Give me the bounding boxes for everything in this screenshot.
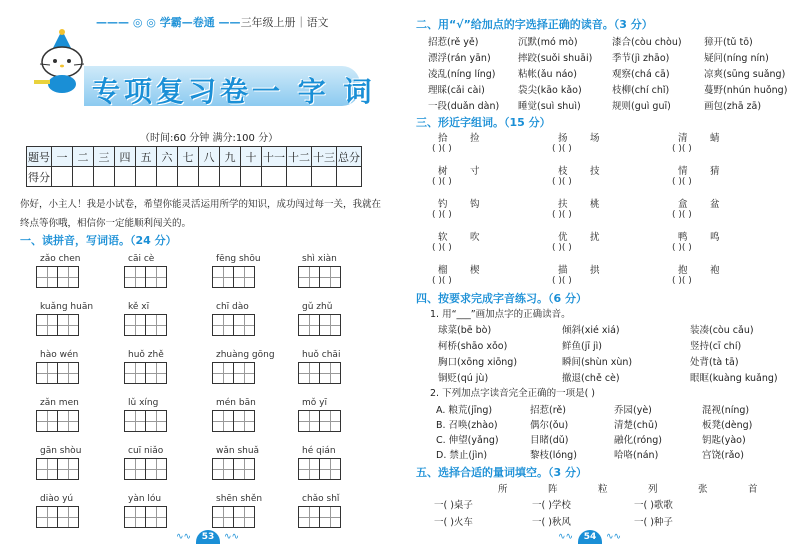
- choice-item: 黎枝(lóng): [530, 450, 577, 461]
- pronunciation-choice[interactable]: 一段(duǎn dàn): [428, 101, 500, 112]
- grid-cell[interactable]: [298, 266, 320, 288]
- writing-grid[interactable]: [212, 506, 254, 528]
- answer-blank[interactable]: ( )( ): [432, 210, 452, 220]
- pronunciation-choice[interactable]: 袋尖(kāo kǎo): [518, 85, 582, 96]
- grid-cell[interactable]: [124, 506, 146, 528]
- page-decoration: ∿∿: [224, 532, 240, 542]
- similar-character: 吹: [470, 232, 480, 243]
- similar-character: 树: [438, 166, 448, 177]
- writing-grid[interactable]: [212, 362, 254, 384]
- pronunciation-item[interactable]: 眼眶(kuàng kuǎng): [690, 373, 778, 384]
- score-col: 十: [241, 147, 262, 167]
- similar-character: 盒: [678, 199, 688, 210]
- grid-cell[interactable]: [145, 506, 167, 528]
- pinyin-label: huǒ zhě: [128, 350, 164, 360]
- section-4-title: 四、按要求完成字音练习。（6 分）: [416, 292, 587, 305]
- choice-item[interactable]: B. 召唤(zhào): [436, 420, 498, 431]
- score-cell[interactable]: [199, 167, 220, 187]
- grid-cell[interactable]: [319, 314, 341, 336]
- exam-info: （时间:60 分钟 满分:100 分）: [140, 133, 279, 144]
- pronunciation-item[interactable]: 倾斜(xié xiá): [562, 325, 620, 336]
- pronunciation-choice[interactable]: 枝柳(chí chǐ): [612, 85, 670, 96]
- writing-grid[interactable]: [124, 266, 166, 288]
- pronunciation-item[interactable]: 处背(tà tā): [690, 357, 739, 368]
- pronunciation-item[interactable]: 胸口(xōng xiōng): [438, 357, 518, 368]
- grid-cell[interactable]: [57, 410, 79, 432]
- grid-cell[interactable]: [124, 458, 146, 480]
- section-2-title: 二、用“√”给加点的字选择正确的读音。（3 分）: [416, 18, 653, 31]
- page-number: 53: [196, 530, 220, 544]
- pinyin-label: kuǎng huān: [40, 302, 94, 312]
- page-decoration: ∿∿: [558, 532, 574, 542]
- pinyin-label: mǒ yī: [302, 398, 327, 408]
- score-col: 二: [73, 147, 94, 167]
- page-decoration: ∿∿: [606, 532, 622, 542]
- grid-cell[interactable]: [36, 410, 58, 432]
- score-row-label: 得分: [27, 167, 52, 187]
- grid-cell[interactable]: [233, 266, 255, 288]
- pinyin-label: wǎn shuǎ: [216, 446, 260, 456]
- similar-character: 枝: [558, 166, 568, 177]
- choice-item: 宫饶(rǎo): [702, 450, 744, 461]
- writing-grid[interactable]: [298, 362, 340, 384]
- similar-character: 袍: [710, 265, 720, 276]
- grid-cell[interactable]: [233, 362, 255, 384]
- similar-character: 拱: [590, 265, 600, 276]
- pinyin-label: zhuàng gōng: [216, 350, 275, 360]
- similar-character: 楔: [470, 265, 480, 276]
- pronunciation-choice[interactable]: 睡觉(suì shuì): [518, 101, 581, 112]
- grid-cell[interactable]: [212, 410, 234, 432]
- score-col: 十一: [262, 147, 287, 167]
- similar-character: 扬: [558, 133, 568, 144]
- answer-blank[interactable]: ( )( ): [432, 243, 452, 253]
- pinyin-label: chǎo shǐ: [302, 494, 340, 504]
- writing-grid[interactable]: [298, 266, 340, 288]
- choice-item[interactable]: A. 粮荒(jīng): [436, 405, 493, 416]
- score-col: 总分: [337, 147, 362, 167]
- similar-character: 情: [678, 166, 688, 177]
- choice-item: 混视(níng): [702, 405, 750, 416]
- pinyin-label: gān shòu: [40, 446, 82, 456]
- writing-grid[interactable]: [212, 458, 254, 480]
- measure-word: 所: [498, 484, 508, 495]
- grid-cell[interactable]: [145, 362, 167, 384]
- score-col: 十二: [287, 147, 312, 167]
- measure-word: 粒: [598, 484, 608, 495]
- answer-blank[interactable]: ( )( ): [672, 276, 692, 286]
- writing-grid[interactable]: [36, 506, 78, 528]
- pronunciation-choice[interactable]: 獐开(tǔ tō): [704, 37, 753, 48]
- pronunciation-item[interactable]: 竖持(cī chí): [690, 341, 742, 352]
- measure-blank[interactable]: 一( )桌子: [434, 500, 473, 511]
- grid-cell[interactable]: [233, 410, 255, 432]
- score-col: 七: [178, 147, 199, 167]
- pronunciation-choice[interactable]: 凉爽(sūng suǎng): [704, 69, 786, 80]
- grid-cell[interactable]: [57, 458, 79, 480]
- grid-cell[interactable]: [233, 314, 255, 336]
- answer-blank[interactable]: ( )( ): [552, 243, 572, 253]
- writing-grid[interactable]: [36, 314, 78, 336]
- writing-grid[interactable]: [124, 314, 166, 336]
- answer-blank[interactable]: ( )( ): [552, 177, 572, 187]
- pinyin-label: shēn shěn: [216, 494, 263, 504]
- score-cell[interactable]: [157, 167, 178, 187]
- pinyin-label: huǒ chāi: [302, 350, 341, 360]
- grade-label: 三年级上册: [240, 16, 296, 29]
- choice-item[interactable]: C. 伸望(yǎng): [436, 435, 499, 446]
- grid-cell[interactable]: [124, 266, 146, 288]
- pronunciation-choice[interactable]: 凌乱(níng líng): [428, 69, 496, 80]
- grid-cell[interactable]: [212, 458, 234, 480]
- similar-character: 技: [590, 166, 600, 177]
- choice-item: 哈咯(nán): [614, 450, 659, 461]
- pronunciation-choice[interactable]: 招惹(rě yě): [428, 37, 479, 48]
- similar-character: 寸: [470, 166, 480, 177]
- answer-blank[interactable]: ( )( ): [432, 276, 452, 286]
- grid-cell[interactable]: [212, 506, 234, 528]
- similar-character: 软: [438, 232, 448, 243]
- choice-item: 清楚(chǔ): [614, 420, 658, 431]
- similar-character: 钓: [438, 199, 448, 210]
- score-cell[interactable]: [94, 167, 115, 187]
- pinyin-label: hé qián: [302, 446, 336, 456]
- measure-word: 阵: [548, 484, 558, 495]
- pronunciation-item[interactable]: 撤退(chě cè): [562, 373, 620, 384]
- measure-word: 张: [698, 484, 708, 495]
- grid-cell[interactable]: [145, 266, 167, 288]
- writing-grid[interactable]: [298, 458, 340, 480]
- similar-character: 榴: [438, 265, 448, 276]
- choice-item: 目睹(dǔ): [530, 435, 569, 446]
- similar-character: 描: [558, 265, 568, 276]
- grid-cell[interactable]: [298, 314, 320, 336]
- similar-character: 抱: [678, 265, 688, 276]
- writing-grid[interactable]: [36, 458, 78, 480]
- answer-blank[interactable]: ( )( ): [672, 177, 692, 187]
- grid-cell[interactable]: [124, 410, 146, 432]
- measure-blank[interactable]: 一( )秋风: [532, 517, 571, 528]
- writing-grid[interactable]: [212, 410, 254, 432]
- pronunciation-choice[interactable]: 蔓野(nhún huǒng): [704, 85, 788, 96]
- score-cell[interactable]: [52, 167, 73, 187]
- answer-blank[interactable]: ( )( ): [432, 144, 452, 154]
- similar-character: 扶: [558, 199, 568, 210]
- measure-blank[interactable]: 一( )学校: [532, 500, 571, 511]
- grid-cell[interactable]: [212, 362, 234, 384]
- score-cell[interactable]: [136, 167, 157, 187]
- pinyin-label: shì xiàn: [302, 254, 337, 264]
- grid-cell[interactable]: [57, 314, 79, 336]
- score-cell[interactable]: [312, 167, 337, 187]
- answer-blank[interactable]: ( )( ): [552, 276, 572, 286]
- pronunciation-choice[interactable]: 漂浮(rán yān): [428, 53, 491, 64]
- writing-grid[interactable]: [212, 266, 254, 288]
- score-cell[interactable]: [73, 167, 94, 187]
- score-table: [26, 146, 362, 187]
- grid-cell[interactable]: [319, 362, 341, 384]
- grid-cell[interactable]: [36, 506, 58, 528]
- choice-item: 融化(róng): [614, 435, 662, 446]
- measure-blank[interactable]: 一( )种子: [634, 517, 673, 528]
- writing-grid[interactable]: [124, 410, 166, 432]
- grid-cell[interactable]: [298, 506, 320, 528]
- writing-grid[interactable]: [298, 506, 340, 528]
- grid-cell[interactable]: [233, 458, 255, 480]
- grid-cell[interactable]: [124, 314, 146, 336]
- section-1-title: 一、读拼音，写词语。（24 分）: [20, 234, 177, 247]
- writing-grid[interactable]: [298, 314, 340, 336]
- pinyin-label: lǔ xíng: [128, 398, 159, 408]
- pinyin-label: hào wén: [40, 350, 79, 360]
- answer-blank[interactable]: ( )( ): [552, 144, 572, 154]
- right-page: [408, 0, 800, 544]
- pinyin-label: mén bān: [216, 398, 256, 408]
- score-col: 十三: [312, 147, 337, 167]
- pinyin-label: cuī niǎo: [128, 446, 164, 456]
- writing-grid[interactable]: [212, 314, 254, 336]
- pronunciation-item[interactable]: 鲜鱼(jī jì): [562, 341, 602, 352]
- section-5-title: 五、选择合适的量词填空。（3 分）: [416, 466, 587, 479]
- writing-grid[interactable]: [36, 410, 78, 432]
- pinyin-label: kě xī: [128, 302, 150, 312]
- grid-cell[interactable]: [319, 506, 341, 528]
- score-cell[interactable]: [337, 167, 362, 187]
- score-cell[interactable]: [241, 167, 262, 187]
- grid-cell[interactable]: [36, 314, 58, 336]
- pronunciation-item[interactable]: 柯桥(shāo xǒo): [438, 341, 508, 352]
- grid-cell[interactable]: [319, 266, 341, 288]
- pronunciation-choice[interactable]: 规则(guì guī): [612, 101, 671, 112]
- page-title: 专项复习卷一 字 词: [92, 75, 376, 108]
- similar-character: 优: [558, 232, 568, 243]
- pronunciation-choice[interactable]: 观察(chá cā): [612, 69, 670, 80]
- score-col: 六: [157, 147, 178, 167]
- pinyin-label: chī dào: [216, 302, 249, 312]
- grid-cell[interactable]: [36, 458, 58, 480]
- similar-character: 场: [590, 133, 600, 144]
- similar-character: 钩: [470, 199, 480, 210]
- similar-character: 猜: [710, 166, 720, 177]
- grid-cell[interactable]: [57, 506, 79, 528]
- similar-character: 鸣: [710, 232, 720, 243]
- score-cell[interactable]: [115, 167, 136, 187]
- choice-item: 招惹(rě): [530, 405, 566, 416]
- grid-cell[interactable]: [319, 458, 341, 480]
- pinyin-label: cāi cè: [128, 254, 155, 264]
- pronunciation-choice[interactable]: 季节(jì zhāo): [612, 53, 670, 64]
- pronunciation-choice[interactable]: 疑问(níng nín): [704, 53, 769, 64]
- similar-character: 扰: [590, 232, 600, 243]
- score-cell[interactable]: [178, 167, 199, 187]
- score-cell[interactable]: [220, 167, 241, 187]
- pronunciation-item[interactable]: 瞬间(shùn xùn): [562, 357, 633, 368]
- choice-item: 偶尔(ǒu): [530, 420, 569, 431]
- choice-item: 乔园(yè): [614, 405, 652, 416]
- kitty-mascot-icon: [32, 28, 92, 94]
- page-number: 54: [578, 530, 602, 544]
- pinyin-label: yàn lóu: [128, 494, 162, 504]
- choice-item[interactable]: D. 禁止(jìn): [436, 450, 488, 461]
- pronunciation-choice[interactable]: 粘帐(ǎu náo): [518, 69, 577, 80]
- similar-character: 拾: [438, 133, 448, 144]
- score-col: 五: [136, 147, 157, 167]
- intro-text: 你好，小主人！我是小试卷，希望你能灵活运用所学的知识，成功闯过每一关，我就在终点等你哦，相信你一定能顺利闯关的。: [20, 199, 382, 229]
- grid-cell[interactable]: [57, 362, 79, 384]
- pinyin-label: zǎo chen: [40, 254, 81, 264]
- brand-prefix: ◎ ◎: [132, 16, 156, 29]
- pinyin-label: zǎn men: [40, 398, 79, 408]
- answer-blank[interactable]: ( )( ): [672, 144, 692, 154]
- grid-cell[interactable]: [298, 362, 320, 384]
- grid-cell[interactable]: [145, 410, 167, 432]
- measure-word: 首: [748, 484, 758, 495]
- choice-item: 板凳(dèng): [702, 420, 753, 431]
- pronunciation-item[interactable]: 铜贬(qú jù): [438, 373, 489, 384]
- answer-blank[interactable]: ( )( ): [552, 210, 572, 220]
- grid-cell[interactable]: [212, 314, 234, 336]
- writing-grid[interactable]: [124, 506, 166, 528]
- grid-cell[interactable]: [36, 266, 58, 288]
- grid-cell[interactable]: [233, 506, 255, 528]
- answer-blank[interactable]: ( )( ): [672, 243, 692, 253]
- score-col: 四: [115, 147, 136, 167]
- brand-name: 学霸—卷通: [159, 16, 215, 29]
- pronunciation-choice[interactable]: 摔跤(suǒi shuāi): [518, 53, 593, 64]
- similar-character: 蜻: [710, 133, 720, 144]
- score-row-label: 题号: [27, 147, 52, 167]
- pronunciation-choice[interactable]: 漆合(còu chòu): [612, 37, 682, 48]
- grid-cell[interactable]: [145, 314, 167, 336]
- similar-character: 鸭: [678, 232, 688, 243]
- score-col: 三: [94, 147, 115, 167]
- brand-line: ——— ◎ ◎ 学霸—卷通 ——三年级上册｜语文: [96, 16, 329, 29]
- measure-blank[interactable]: 一( )火车: [434, 517, 473, 528]
- page-decoration: ∿∿: [176, 532, 192, 542]
- pinyin-label: gǔ zhǔ: [302, 302, 333, 312]
- writing-grid[interactable]: [298, 410, 340, 432]
- section-4-question-1: 1. 用“___”画加点字的正确读音。: [430, 309, 571, 320]
- score-cell[interactable]: [262, 167, 287, 187]
- grid-cell[interactable]: [36, 362, 58, 384]
- subject-label: 语文: [306, 16, 329, 29]
- pronunciation-choice[interactable]: 理睬(cǎi cài): [428, 85, 485, 96]
- similar-character: 桃: [590, 199, 600, 210]
- pronunciation-item[interactable]: 装凑(còu cǎu): [690, 325, 754, 336]
- pronunciation-choice[interactable]: 沉默(mó mò): [518, 37, 578, 48]
- grid-cell[interactable]: [298, 410, 320, 432]
- pronunciation-choice[interactable]: 画包(zhā zā): [704, 101, 762, 112]
- score-col: 一: [52, 147, 73, 167]
- writing-grid[interactable]: [36, 266, 78, 288]
- similar-character: 捡: [470, 133, 480, 144]
- section-4-question-2: 2. 下列加点字读音完全正确的一项是( ): [430, 388, 596, 399]
- measure-word: 列: [648, 484, 658, 495]
- similar-character: 盆: [710, 199, 720, 210]
- grid-cell[interactable]: [319, 410, 341, 432]
- pinyin-label: fēng shōu: [216, 254, 261, 264]
- measure-blank[interactable]: 一( )歌歌: [634, 500, 673, 511]
- similar-character: 清: [678, 133, 688, 144]
- answer-blank[interactable]: ( )( ): [672, 210, 692, 220]
- writing-grid[interactable]: [124, 362, 166, 384]
- score-cell[interactable]: [287, 167, 312, 187]
- grid-cell[interactable]: [57, 266, 79, 288]
- section-3-title: 三、形近字组词。（15 分）: [416, 116, 551, 129]
- grid-cell[interactable]: [212, 266, 234, 288]
- score-col: 九: [220, 147, 241, 167]
- grid-cell[interactable]: [124, 362, 146, 384]
- choice-item: 钥匙(yào): [702, 435, 746, 446]
- answer-blank[interactable]: ( )( ): [432, 177, 452, 187]
- score-col: 八: [199, 147, 220, 167]
- writing-grid[interactable]: [36, 362, 78, 384]
- pinyin-label: diào yú: [40, 494, 74, 504]
- grid-cell[interactable]: [145, 458, 167, 480]
- writing-grid[interactable]: [124, 458, 166, 480]
- pronunciation-item[interactable]: 球菜(bē bò): [438, 325, 492, 336]
- grid-cell[interactable]: [298, 458, 320, 480]
